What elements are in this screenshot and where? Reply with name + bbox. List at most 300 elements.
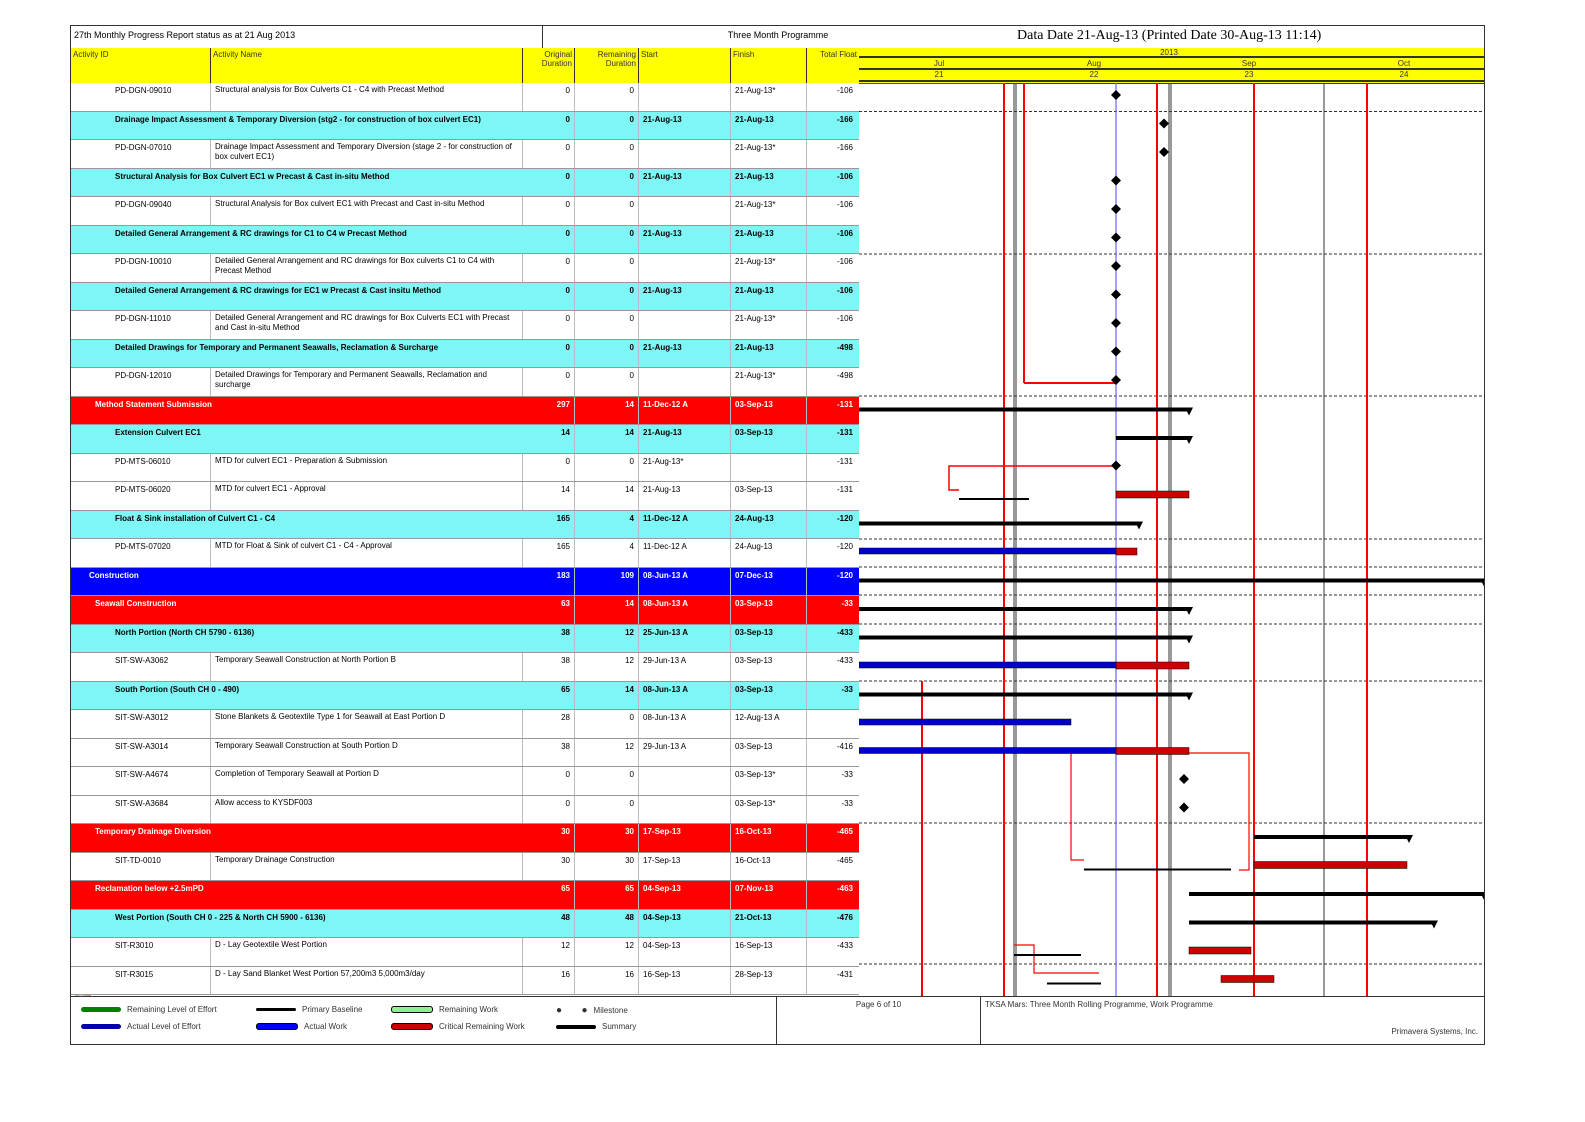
total-float: -33 (841, 798, 853, 808)
original-duration: 30 (523, 824, 575, 852)
finish-date: 28-Sep-13 (731, 967, 807, 995)
legend-item: Remaining Work (391, 1005, 498, 1014)
remaining-duration: 12 (575, 625, 639, 653)
original-duration: 165 (523, 539, 575, 567)
start-date: 08-Jun-13 A (639, 710, 731, 738)
activity-id: PD-DGN-11010 (111, 311, 211, 339)
remaining-duration: 0 (575, 710, 639, 738)
original-duration: 38 (523, 625, 575, 653)
start-date: 04-Sep-13 (639, 910, 731, 938)
milestone-marker (1159, 147, 1169, 157)
total-float: -120 (836, 570, 853, 580)
legend-item: Remaining Level of Effort (81, 1005, 217, 1014)
milestone-marker (1111, 204, 1121, 214)
group-name: Construction (89, 570, 139, 580)
activity-id: PD-DGN-09040 (111, 197, 211, 225)
remaining-duration: 0 (575, 340, 639, 368)
finish-date: 21-Aug-13* (731, 197, 807, 225)
original-duration: 183 (523, 568, 575, 596)
timescale-year: 2013 (1160, 48, 1178, 57)
remaining-duration: 65 (575, 881, 639, 909)
activity-id: PD-MTS-06010 (111, 454, 211, 482)
finish-date: 21-Aug-13 (731, 340, 807, 368)
finish-date: 03-Sep-13 (731, 596, 807, 624)
col-start: Start (639, 48, 731, 83)
group-name: Structural Analysis for Box Culvert EC1 w Precast & Cast in-situ Method (115, 171, 390, 181)
start-date: 21-Aug-13 (639, 169, 731, 197)
start-date: 16-Sep-13 (639, 967, 731, 995)
milestone-marker (1179, 774, 1189, 784)
start-date: 21-Aug-13 (639, 482, 731, 510)
actual-work-bar (859, 748, 1116, 754)
page-number: Page 6 of 10 (776, 997, 981, 1045)
start-date (639, 767, 731, 795)
total-float: -463 (836, 884, 853, 893)
remaining-duration: 0 (575, 112, 639, 140)
group-name: Detailed General Arrangement & RC drawings for C1 to C4 w Precast Method (115, 228, 407, 238)
timescale-header (859, 48, 1484, 84)
start-date (639, 197, 731, 225)
start-date: 21-Aug-13 (639, 340, 731, 368)
group-row[interactable] (71, 283, 859, 312)
start-date: 21-Aug-13 (639, 226, 731, 254)
finish-date: 16-Oct-13 (731, 824, 807, 852)
remaining-duration: 0 (575, 368, 639, 396)
critical-remaining-bar (1116, 662, 1189, 669)
milestone-marker (1111, 318, 1121, 328)
finish-date: 21-Aug-13* (731, 311, 807, 339)
finish-date: 24-Aug-13 (731, 539, 807, 567)
remaining-duration: 14 (575, 397, 639, 425)
activity-name: Detailed General Arrangement and RC drawings for Box culverts C1 to C4 with Precast Method (211, 254, 523, 282)
milestone-marker (1111, 261, 1121, 271)
col-finish: Finish (731, 48, 807, 83)
total-float: -131 (836, 456, 853, 466)
start-date: 04-Sep-13 (639, 881, 731, 909)
total-float: -131 (836, 399, 853, 409)
total-float: -433 (836, 656, 853, 665)
remaining-duration: 0 (575, 169, 639, 197)
month-label: Sep (1241, 59, 1257, 68)
original-duration: 0 (523, 368, 575, 396)
finish-date: 24-Aug-13 (731, 511, 807, 539)
report-status-title: 27th Monthly Progress Report status as at 21 Aug 2013 (71, 26, 543, 48)
data-date: Data Date 21-Aug-13 (Printed Date 30-Aug-13 11:14) (1017, 28, 1322, 43)
finish-date: 03-Sep-13 (731, 625, 807, 653)
actual-work-bar (859, 719, 1071, 725)
total-float: -131 (836, 485, 853, 494)
remaining-duration: 0 (575, 83, 639, 111)
start-date (639, 368, 731, 396)
activity-id: SIT-SW-A3684 (111, 796, 211, 824)
total-float: -476 (836, 912, 853, 922)
milestone-marker (1111, 347, 1121, 357)
remaining-duration: 0 (575, 197, 639, 225)
original-duration: 0 (523, 169, 575, 197)
finish-date: 07-Nov-13 (731, 881, 807, 909)
table-row[interactable] (71, 967, 859, 996)
group-row[interactable] (71, 824, 859, 853)
summary-bar (859, 607, 1189, 611)
remaining-duration: 14 (575, 596, 639, 624)
original-duration: 0 (523, 254, 575, 282)
remaining-duration: 12 (575, 739, 639, 767)
original-duration: 38 (523, 739, 575, 767)
original-duration: 0 (523, 197, 575, 225)
total-float: -433 (836, 941, 853, 950)
group-name: Reclamation below +2.5mPD (95, 884, 204, 893)
table-row[interactable] (71, 311, 859, 340)
table-row[interactable] (71, 254, 859, 283)
start-date: 21-Aug-13 (639, 283, 731, 311)
activity-id: SIT-TD-0010 (111, 853, 211, 881)
activity-name: D - Lay Sand Blanket West Portion 57,200m3 5,000m3/day (211, 967, 523, 995)
original-duration: 297 (523, 397, 575, 425)
remaining-duration: 48 (575, 910, 639, 938)
legend (71, 996, 1484, 1045)
start-date: 11-Dec-12 A (639, 511, 731, 539)
start-date: 08-Jun-13 A (639, 596, 731, 624)
total-float: -465 (836, 827, 853, 836)
total-float: -416 (836, 741, 853, 751)
total-float: -106 (836, 86, 853, 95)
activity-name: Drainage Impact Assessment and Temporary Diversion (stage 2 - for construction of box culvert EC1) (211, 140, 523, 168)
finish-date: 03-Sep-13 (731, 739, 807, 767)
remaining-duration: 16 (575, 967, 639, 995)
col-activity-name: Activity Name (211, 48, 523, 83)
total-float: -106 (836, 171, 853, 181)
activity-name: Structural Analysis for Box culvert EC1 with Precast and Cast in-situ Method (211, 197, 523, 225)
remaining-duration: 4 (575, 539, 639, 567)
finish-date: 21-Aug-13 (731, 112, 807, 140)
total-float: -131 (836, 428, 853, 437)
finish-date: 03-Sep-13* (731, 796, 807, 824)
table-row[interactable] (71, 710, 859, 739)
remaining-duration: 14 (575, 425, 639, 453)
baseline-bar (1014, 954, 1081, 956)
title-bar (71, 26, 1484, 49)
group-row[interactable] (71, 881, 859, 910)
start-date: 08-Jun-13 A (639, 568, 731, 596)
start-date: 21-Aug-13 (639, 112, 731, 140)
milestone-marker (1179, 803, 1189, 813)
group-row[interactable] (71, 511, 859, 540)
start-date: 21-Aug-13* (639, 454, 731, 482)
table-row[interactable] (71, 539, 859, 568)
summary-bar (859, 408, 1189, 412)
original-duration: 14 (523, 425, 575, 453)
milestone-marker (1111, 461, 1121, 471)
critical-remaining-bar (1254, 862, 1407, 869)
group-name: Float & Sink installation of Culvert C1 - C4 (115, 513, 276, 523)
activity-id: SIT-SW-A3014 (111, 739, 211, 767)
remaining-duration: 0 (575, 767, 639, 795)
month-label: Aug (1086, 59, 1102, 68)
total-float: -33 (841, 599, 853, 608)
activity-name: D - Lay Geotextile West Portion (211, 938, 523, 966)
summary-bar (859, 693, 1189, 697)
legend-item: ● ● Milestone (556, 1005, 628, 1016)
week-label: 22 (1089, 70, 1099, 79)
original-duration: 65 (523, 682, 575, 710)
original-duration: 30 (523, 853, 575, 881)
col-activity-id: Activity ID (71, 48, 211, 83)
group-name: South Portion (South CH 0 - 490) (115, 684, 239, 694)
remaining-duration: 0 (575, 796, 639, 824)
finish-date: 21-Aug-13* (731, 83, 807, 111)
finish-date: 07-Dec-13 (731, 568, 807, 596)
start-date: 25-Jun-13 A (639, 625, 731, 653)
logic-link (949, 466, 1116, 490)
remaining-duration: 14 (575, 682, 639, 710)
vendor-name: Primavera Systems, Inc. (1391, 1027, 1478, 1036)
critical-remaining-bar (1116, 548, 1137, 555)
start-date (639, 311, 731, 339)
month-label: Jul (933, 59, 945, 68)
original-duration: 65 (523, 881, 575, 909)
group-row[interactable] (71, 425, 859, 454)
legend-item: Summary (556, 1022, 636, 1031)
logic-link (1014, 945, 1099, 973)
original-duration: 12 (523, 938, 575, 966)
group-row[interactable] (71, 682, 859, 711)
week-label: 21 (934, 70, 944, 79)
finish-date: 21-Aug-13* (731, 140, 807, 168)
remaining-duration: 0 (575, 311, 639, 339)
finish-date: 16-Oct-13 (731, 853, 807, 881)
activity-name: MTD for Float & Sink of culvert C1 - C4 - Approval (211, 539, 523, 567)
total-float: -166 (836, 143, 853, 152)
group-name: Seawall Construction (95, 599, 177, 608)
original-duration: 0 (523, 283, 575, 311)
start-date: 29-Jun-13 A (639, 739, 731, 767)
total-float: -431 (836, 969, 853, 979)
remaining-duration: 30 (575, 853, 639, 881)
week-label: 23 (1244, 70, 1254, 79)
summary-bar (1189, 892, 1484, 896)
activity-id: PD-DGN-09010 (111, 83, 211, 111)
finish-date: 03-Sep-13 (731, 425, 807, 453)
critical-remaining-bar (1189, 947, 1251, 954)
summary-bar (1254, 835, 1409, 839)
baseline-bar (1047, 983, 1101, 985)
group-row[interactable] (71, 910, 859, 939)
group-row[interactable] (71, 340, 859, 369)
activity-name: Completion of Temporary Seawall at Portion D (211, 767, 523, 795)
summary-bar (1189, 921, 1434, 925)
activity-name: Temporary Drainage Construction (211, 853, 523, 881)
original-duration: 0 (523, 140, 575, 168)
group-row[interactable] (71, 112, 859, 141)
group-row[interactable] (71, 568, 859, 597)
total-float (807, 710, 859, 738)
actual-work-bar (859, 548, 1116, 554)
finish-date: 21-Aug-13 (731, 283, 807, 311)
total-float: -33 (841, 684, 853, 694)
total-float: -465 (836, 855, 853, 865)
finish-date: 03-Sep-13 (731, 397, 807, 425)
activity-name: Allow access to KYSDF003 (211, 796, 523, 824)
start-date (639, 796, 731, 824)
milestone-marker (1111, 290, 1121, 300)
start-date: 17-Sep-13 (639, 824, 731, 852)
original-duration: 165 (523, 511, 575, 539)
total-float: -120 (836, 542, 853, 551)
group-name: Temporary Drainage Diversion (95, 827, 211, 836)
critical-remaining-bar (1116, 748, 1189, 755)
legend-item: Actual Work (256, 1022, 347, 1031)
total-float: -498 (836, 342, 853, 352)
start-date: 04-Sep-13 (639, 938, 731, 966)
finish-date: 21-Aug-13* (731, 368, 807, 396)
legend-item: Critical Remaining Work (391, 1022, 525, 1031)
total-float: -106 (836, 314, 853, 323)
col-original-duration: Original Duration (523, 48, 575, 83)
activity-id: SIT-R3015 (111, 967, 211, 995)
activity-name: Temporary Seawall Construction at North Portion B (211, 653, 523, 681)
table-row[interactable] (71, 853, 859, 882)
group-row[interactable] (71, 226, 859, 255)
finish-date: 03-Sep-13* (731, 767, 807, 795)
remaining-duration: 0 (575, 226, 639, 254)
total-float: -166 (836, 114, 853, 124)
original-duration: 48 (523, 910, 575, 938)
table-row[interactable] (71, 938, 859, 967)
original-duration: 0 (523, 340, 575, 368)
summary-bar (859, 522, 1139, 526)
total-float: -120 (836, 513, 853, 523)
gantt-chart (859, 83, 1484, 996)
total-float: -106 (836, 200, 853, 209)
finish-date (731, 454, 807, 482)
logic-link (1071, 753, 1084, 860)
start-date: 11-Dec-12 A (639, 539, 731, 567)
group-name: Drainage Impact Assessment & Temporary Diversion (stg2 - for construction of box culvert EC1) (115, 114, 481, 124)
table-row[interactable] (71, 83, 859, 112)
table-row[interactable] (71, 140, 859, 169)
table-row[interactable] (71, 454, 859, 483)
finish-date: 21-Aug-13* (731, 254, 807, 282)
activity-id: PD-MTS-07020 (111, 539, 211, 567)
remaining-duration: 14 (575, 482, 639, 510)
finish-date: 03-Sep-13 (731, 482, 807, 510)
total-float: -498 (836, 371, 853, 380)
group-row[interactable] (71, 625, 859, 654)
total-float: -106 (836, 285, 853, 295)
activity-id: SIT-R3010 (111, 938, 211, 966)
group-row[interactable] (71, 397, 859, 426)
baseline-bar (959, 498, 1029, 500)
table-row[interactable] (71, 767, 859, 796)
original-duration: 14 (523, 482, 575, 510)
activity-id: SIT-SW-A3012 (111, 710, 211, 738)
start-date (639, 254, 731, 282)
start-date: 08-Jun-13 A (639, 682, 731, 710)
remaining-duration: 0 (575, 254, 639, 282)
milestone-marker (1159, 119, 1169, 129)
group-name: Detailed General Arrangement & RC drawings for EC1 w Precast & Cast insitu Method (115, 285, 441, 295)
logic-link (1024, 753, 1249, 870)
start-date (639, 140, 731, 168)
activity-id: PD-DGN-07010 (111, 140, 211, 168)
finish-date: 21-Oct-13 (731, 910, 807, 938)
activity-id: SIT-SW-A4674 (111, 767, 211, 795)
activity-id: SIT-SW-A3062 (111, 653, 211, 681)
remaining-duration: 4 (575, 511, 639, 539)
original-duration: 0 (523, 112, 575, 140)
finish-date: 21-Aug-13 (731, 169, 807, 197)
summary-bar (859, 636, 1189, 640)
activity-name: Detailed General Arrangement and RC drawings for Box Culverts EC1 with Precast and Cast in-situ Method (211, 311, 523, 339)
group-name: North Portion (North CH 5790 - 6136) (115, 627, 255, 637)
original-duration: 0 (523, 767, 575, 795)
remaining-duration: 12 (575, 938, 639, 966)
baseline-bar (1084, 869, 1231, 871)
milestone-marker (1111, 90, 1121, 100)
finish-date: 03-Sep-13 (731, 653, 807, 681)
original-duration: 38 (523, 653, 575, 681)
finish-date: 12-Aug-13 A (731, 710, 807, 738)
week-label: 24 (1399, 70, 1409, 79)
milestone-marker (1111, 176, 1121, 186)
start-date: 29-Jun-13 A (639, 653, 731, 681)
programme-title: Three Month Programme (727, 30, 829, 40)
total-float: -33 (841, 770, 853, 779)
activity-name: Detailed Drawings for Temporary and Permanent Seawalls, Reclamation and surcharge (211, 368, 523, 396)
month-label: Oct (1397, 59, 1411, 68)
finish-date: 03-Sep-13 (731, 682, 807, 710)
original-duration: 0 (523, 311, 575, 339)
activity-name: MTD for culvert EC1 - Approval (211, 482, 523, 510)
original-duration: 0 (523, 226, 575, 254)
table-row[interactable] (71, 739, 859, 768)
original-duration: 0 (523, 83, 575, 111)
legend-item: Primary Baseline (256, 1005, 362, 1014)
group-name: Extension Culvert EC1 (115, 428, 201, 437)
table-row[interactable] (71, 796, 859, 825)
activity-id: PD-DGN-10010 (111, 254, 211, 282)
critical-remaining-bar (1221, 976, 1274, 983)
start-date: 17-Sep-13 (639, 853, 731, 881)
start-date: 21-Aug-13 (639, 425, 731, 453)
remaining-duration: 109 (575, 568, 639, 596)
start-date (639, 83, 731, 111)
col-total-float: Total Float (820, 50, 857, 59)
table-row[interactable] (71, 197, 859, 226)
column-header (71, 48, 859, 84)
remaining-duration: 30 (575, 824, 639, 852)
actual-work-bar (859, 662, 1116, 668)
group-row[interactable] (71, 596, 859, 625)
original-duration: 0 (523, 796, 575, 824)
group-name: Method Statement Submission (95, 399, 212, 409)
activity-name: Structural analysis for Box Culverts C1 - C4 with Precast Method (211, 83, 523, 111)
total-float: -106 (836, 257, 853, 266)
remaining-duration: 12 (575, 653, 639, 681)
table-row[interactable] (71, 368, 859, 397)
remaining-duration: 0 (575, 140, 639, 168)
milestone-marker (1111, 233, 1121, 243)
activity-name: Temporary Seawall Construction at South Portion D (211, 739, 523, 767)
table-row[interactable] (71, 653, 859, 682)
remaining-duration: 0 (575, 283, 639, 311)
group-row[interactable] (71, 169, 859, 198)
finish-date: 16-Sep-13 (731, 938, 807, 966)
total-float: -433 (836, 627, 853, 637)
original-duration: 0 (523, 454, 575, 482)
table-row[interactable] (71, 482, 859, 511)
total-float: -106 (836, 228, 853, 238)
